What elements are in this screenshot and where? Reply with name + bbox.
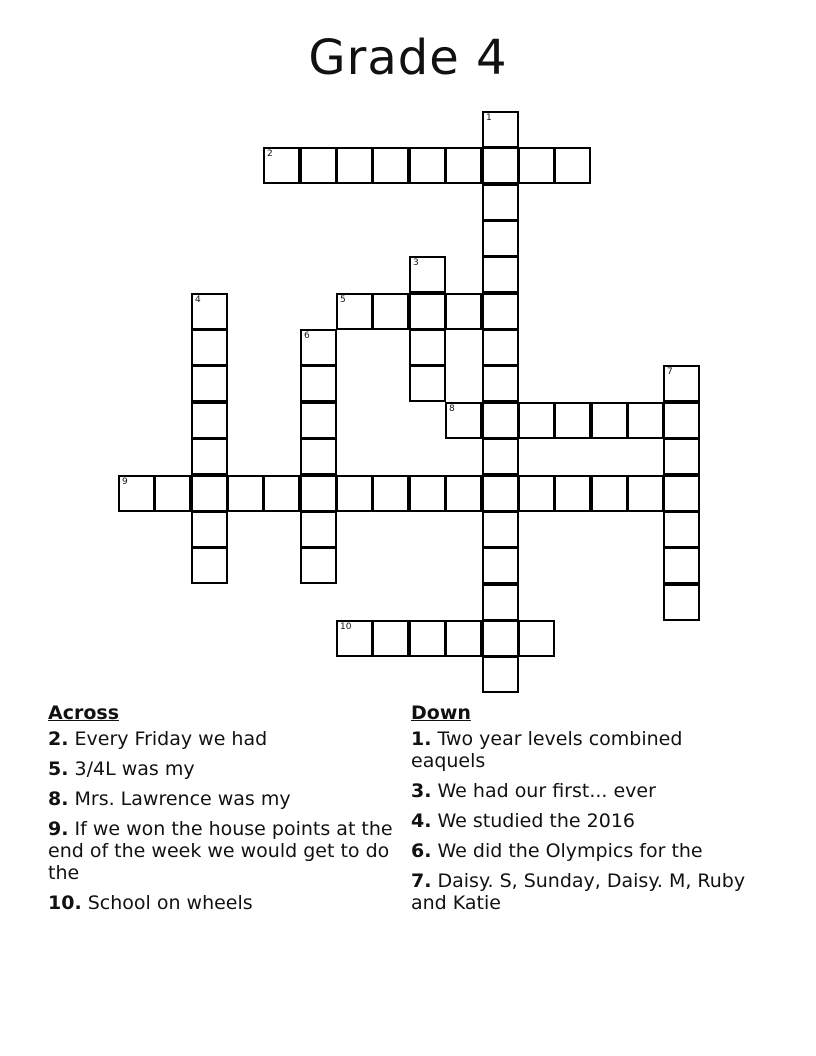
crossword-cell[interactable] [300,147,337,184]
crossword-cell[interactable] [482,147,519,184]
page-title: Grade 4 [308,30,508,86]
cell-number: 7 [667,367,673,377]
crossword-cell[interactable] [191,475,228,512]
clue-number: 2 [48,728,62,750]
crossword-cell[interactable] [663,438,700,475]
crossword-cell[interactable] [518,402,555,439]
clue-number: 9 [48,818,62,840]
crossword-cell[interactable] [191,402,228,439]
crossword-cell[interactable] [482,220,519,257]
crossword-cell[interactable] [372,293,409,330]
clue-number: 10 [48,892,75,914]
clue-text: Every Friday we had [74,728,268,750]
crossword-cell[interactable] [300,547,337,584]
crossword-cell[interactable] [482,365,519,402]
cell-number: 1 [486,113,492,123]
crossword-cell[interactable] [518,620,555,657]
across-clue: 5. 3/4L was my [48,758,195,780]
crossword-cell[interactable] [482,656,519,693]
down-clue: 3. We had our first... ever [411,780,656,802]
crossword-cell[interactable] [445,620,482,657]
crossword-cell[interactable] [409,329,446,366]
crossword-cell[interactable] [227,475,264,512]
crossword-cell[interactable] [372,147,409,184]
across-heading: Across [48,702,120,724]
crossword-cell[interactable] [591,475,628,512]
crossword-cell[interactable] [409,147,446,184]
clue-text: We did the Olympics for the [437,840,703,862]
clue-number: 5 [48,758,62,780]
crossword-cell[interactable] [591,402,628,439]
crossword-cell[interactable] [482,329,519,366]
clue-text: Daisy. S, Sunday, Daisy. M, Ruby and Katie [411,870,746,914]
across-clue: 9. If we won the house points at the end of the week we would get to do the [48,818,393,884]
clue-number: 8 [48,788,62,810]
crossword-cell[interactable] [118,475,155,512]
crossword-cell[interactable] [482,184,519,221]
down-heading: Down [411,702,471,724]
crossword-cell[interactable] [445,147,482,184]
clue-number: 3 [411,780,425,802]
crossword-cell[interactable] [409,475,446,512]
crossword-cell[interactable] [482,111,519,148]
crossword-cell[interactable] [482,438,519,475]
down-clue: 7. Daisy. S, Sunday, Daisy. M, Ruby and Katie [411,870,746,914]
crossword-cell[interactable] [482,511,519,548]
crossword-cell[interactable] [663,511,700,548]
cell-number: 9 [122,477,128,487]
crossword-cell[interactable] [482,547,519,584]
across-clues [48,702,400,922]
crossword-cell[interactable] [191,511,228,548]
down-clue: 6. We did the Olympics for the [411,840,703,862]
clue-text: 3/4L was my [74,758,195,780]
crossword-cell[interactable] [554,147,591,184]
clue-number: 6 [411,840,425,862]
crossword-cell[interactable] [409,256,446,293]
cell-number: 4 [195,295,201,305]
crossword-cell[interactable] [300,511,337,548]
clue-text: We studied the 2016 [437,810,635,832]
crossword-cell[interactable] [336,147,373,184]
crossword-cell[interactable] [663,475,700,512]
cell-number: 2 [267,149,273,159]
crossword-cell[interactable] [409,293,446,330]
cell-number: 5 [340,295,346,305]
crossword-cell[interactable] [409,620,446,657]
clue-number: 1 [411,728,425,750]
down-clue: 4. We studied the 2016 [411,810,635,832]
clue-text: If we won the house points at the end of the week we would get to do the [48,818,393,884]
crossword-cell[interactable] [518,147,555,184]
crossword-cell[interactable] [663,547,700,584]
crossword-cell[interactable] [300,438,337,475]
crossword-cell[interactable] [300,329,337,366]
crossword-cell[interactable] [627,475,664,512]
crossword-cell[interactable] [300,475,337,512]
cell-number: 10 [340,622,352,632]
clue-text: We had our first... ever [437,780,656,802]
cell-number: 8 [449,404,455,414]
clue-text: School on wheels [87,892,253,914]
clue-number: 7 [411,870,425,892]
crossword-cell[interactable] [191,547,228,584]
crossword-cell[interactable] [445,402,482,439]
crossword-cell[interactable] [482,256,519,293]
crossword-cell[interactable] [372,475,409,512]
crossword-cell[interactable] [445,293,482,330]
across-clue: 10. School on wheels [48,892,253,914]
crossword-cell[interactable] [554,475,591,512]
crossword-cell[interactable] [336,620,373,657]
crossword-cell[interactable] [191,365,228,402]
crossword-cell[interactable] [482,402,519,439]
crossword-cell[interactable] [336,293,373,330]
cell-number: 6 [304,331,310,341]
across-clue: 2. Every Friday we had [48,728,268,750]
down-clues [411,702,751,922]
crossword-cell[interactable] [482,584,519,621]
clue-number: 4 [411,810,425,832]
crossword-cell[interactable] [518,475,555,512]
crossword-cell[interactable] [627,402,664,439]
crossword-cell[interactable] [663,365,700,402]
crossword-cell[interactable] [154,475,191,512]
crossword-cell[interactable] [554,402,591,439]
crossword-cell[interactable] [300,365,337,402]
crossword-cell[interactable] [663,584,700,621]
crossword-cell[interactable] [482,475,519,512]
down-clue: 1. Two year levels combined eaquels [411,728,683,772]
across-clue: 8. Mrs. Lawrence was my [48,788,291,810]
crossword-cell[interactable] [300,402,337,439]
clue-text: Mrs. Lawrence was my [74,788,291,810]
crossword-cell[interactable] [445,475,482,512]
crossword-cell[interactable] [482,620,519,657]
crossword-cell[interactable] [482,293,519,330]
crossword-cell[interactable] [663,402,700,439]
crossword-cell[interactable] [372,620,409,657]
cell-number: 3 [413,258,419,268]
crossword-cell[interactable] [191,293,228,330]
crossword-cell[interactable] [409,365,446,402]
crossword-cell[interactable] [336,475,373,512]
crossword-cell[interactable] [191,438,228,475]
crossword-cell[interactable] [191,329,228,366]
clue-text: Two year levels combined eaquels [411,728,683,772]
crossword-cell[interactable] [263,475,300,512]
crossword-cell[interactable] [263,147,300,184]
